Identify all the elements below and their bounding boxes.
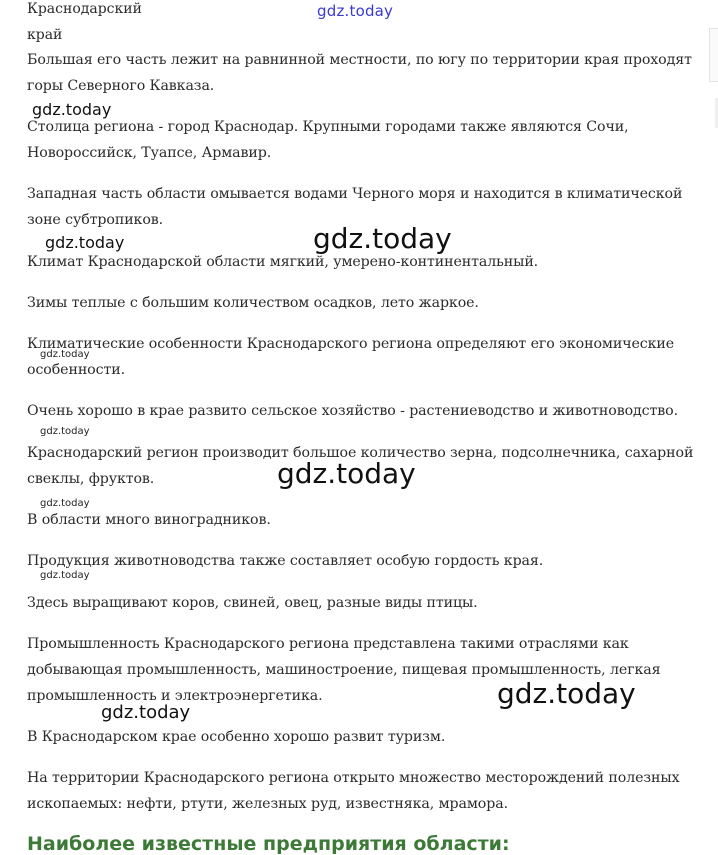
watermark-top: gdz.today	[317, 2, 394, 20]
paragraph-line: В области много виноградников.	[27, 512, 271, 528]
paragraph	[27, 440, 694, 492]
paragraph-line: Промышленность Краснодарского региона представлена такими отраслями как	[27, 636, 629, 652]
section-heading: Наиболее известные предприятия области:	[27, 833, 510, 855]
watermark: gdz.today	[40, 349, 90, 360]
paragraph	[27, 290, 687, 316]
paragraph	[27, 590, 687, 616]
watermark: gdz.today	[40, 570, 90, 581]
paragraph	[27, 507, 687, 533]
paragraph-line: свеклы, фруктов.	[27, 471, 155, 487]
paragraph	[27, 47, 692, 99]
paragraph-line: Краснодарский регион производит большое количество зерна, подсолнечника, сахарной	[27, 445, 694, 461]
paragraph-line: Западная часть области омывается водами Черного моря и находится в климатической	[27, 186, 683, 202]
paragraph	[27, 331, 687, 383]
paragraph	[27, 631, 687, 709]
paragraph	[27, 724, 687, 750]
paragraph-line: Климатические особенности Краснодарского региона определяют его экономические	[27, 336, 675, 352]
paragraph-line: особенности.	[27, 362, 125, 378]
paragraph-line: Климат Краснодарской области мягкий, умерено-континентальный.	[27, 254, 539, 270]
paragraph-line: В Краснодарском крае особенно хорошо развит туризм.	[27, 729, 446, 745]
partial-top-line	[27, 1, 157, 43]
watermark: gdz.today	[45, 233, 125, 252]
paragraph-line: Большая его часть лежит на равнинной местности, по югу по территории края проходят	[27, 52, 692, 68]
paragraph	[27, 398, 687, 424]
paragraph-line: промышленность и электроэнергетика.	[27, 688, 323, 704]
watermark: gdz.today	[40, 498, 90, 509]
paragraph	[27, 765, 687, 817]
paragraph-line: Столица региона - город Краснодар. Крупными городами также являются Сочи,	[27, 119, 629, 135]
paragraph-line: Продукция животноводства также составляет особую гордость края.	[27, 553, 544, 569]
paragraph-line: горы Северного Кавказа.	[27, 78, 215, 94]
paragraph-line: Очень хорошо в крае развито сельское хозяйство - растениеводство и животноводство.	[27, 403, 678, 419]
paragraph-line: добывающая промышленность, машиностроение, пищевая промышленность, легкая	[27, 662, 661, 678]
paragraph-line: ископаемых: нефти, ртути, железных руд, известняка, мрамора.	[27, 796, 508, 812]
watermark: gdz.today	[313, 222, 452, 255]
watermark: gdz.today	[40, 426, 90, 437]
paragraph-line: зоне субтропиков.	[27, 212, 164, 228]
paragraph	[27, 114, 687, 166]
paragraph	[27, 249, 687, 275]
paragraph	[27, 181, 687, 233]
sidebar-edge	[709, 28, 718, 82]
watermark: gdz.today	[32, 100, 112, 119]
paragraph-line: Зимы теплые с большим количеством осадков, лето жаркое.	[27, 295, 479, 311]
paragraph-line: Новороссийск, Туапсе, Армавир.	[27, 145, 272, 161]
paragraph-line: Здесь выращивают коров, свиней, овец, разные виды птицы.	[27, 595, 478, 611]
watermark: gdz.today	[497, 677, 636, 710]
partial-top-text: Краснодарский край	[27, 1, 142, 43]
watermark: gdz.today	[101, 702, 191, 723]
paragraph	[27, 548, 687, 574]
watermark: gdz.today	[277, 457, 416, 490]
paragraph-line: На территории Краснодарского региона открыто множество месторождений полезных	[27, 770, 680, 786]
